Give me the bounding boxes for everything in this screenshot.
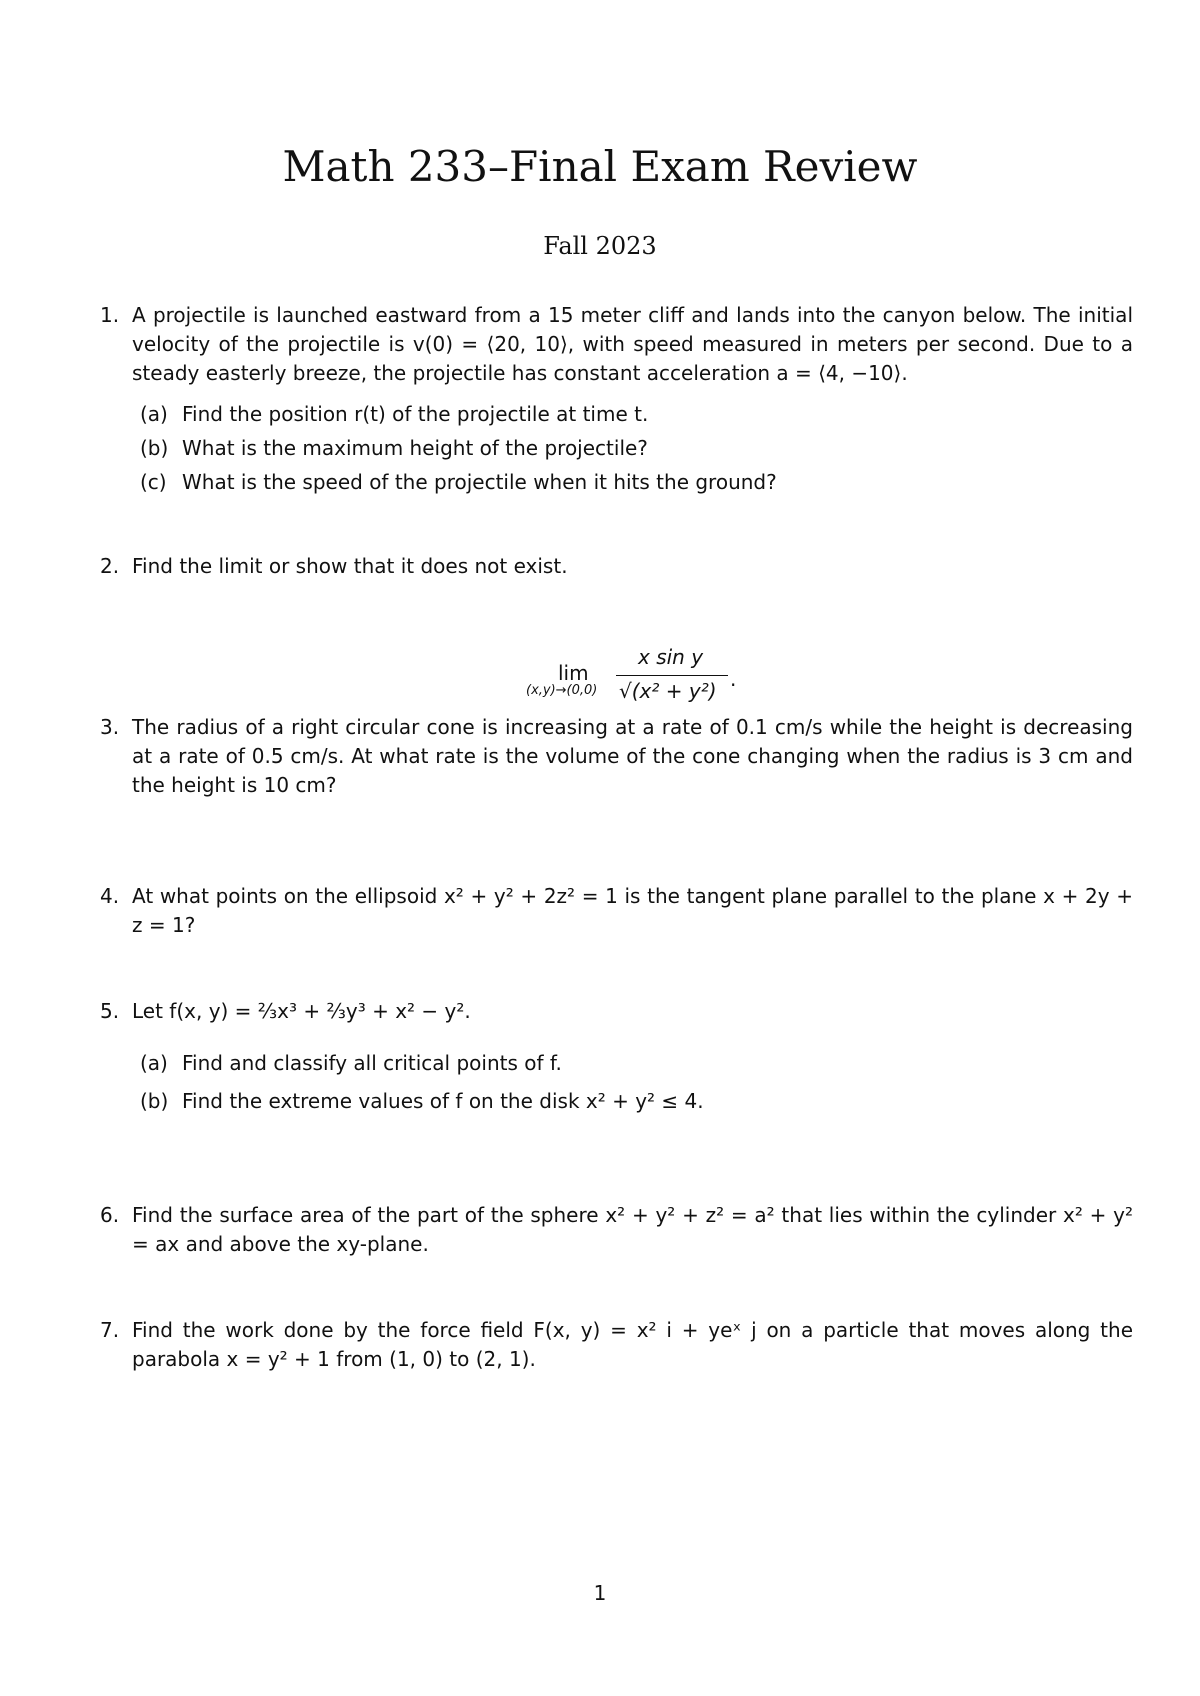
problem-number: 3. — [100, 715, 120, 739]
part-label: (c) — [140, 470, 167, 494]
problem-text: Find the surface area of the part of the sphere x² + y² + z² = a² that lies within the cylinder x² + y² = ax and above the xy-plane. — [132, 1203, 1133, 1256]
problem-number: 7. — [100, 1318, 120, 1342]
problem-text: The radius of a right circular cone is increasing at a rate of 0.1 cm/s while the height is decreasing at a rate of 0.5 cm/s. At what rate is the volume of the cone changing when the radius is 3 cm and the height is 10 cm? — [132, 715, 1133, 797]
part-text: Find the position r(t) of the projectile at time t. — [182, 402, 649, 426]
problem-4 — [100, 882, 1133, 940]
part-item — [140, 1084, 704, 1122]
term-label: Fall 2023 — [543, 232, 657, 260]
part-label: (a) — [140, 1051, 168, 1075]
limit-operator: lim — [558, 661, 589, 685]
part-item — [140, 465, 777, 499]
problem-number: 6. — [100, 1203, 120, 1227]
part-item — [140, 397, 777, 431]
limit-numerator: x sin y — [638, 645, 704, 669]
page-title: Math 233–Final Exam Review — [282, 142, 918, 191]
part-item — [140, 1046, 704, 1084]
problem-number: 4. — [100, 884, 120, 908]
problem-6 — [100, 1201, 1133, 1259]
part-label: (a) — [140, 402, 168, 426]
problem-1 — [100, 301, 1133, 388]
limit-denominator: √(x² + y²) — [619, 679, 717, 703]
problem-3 — [100, 713, 1133, 800]
limit-period: . — [730, 667, 737, 691]
problem-5-parts — [140, 1046, 704, 1122]
problem-5 — [100, 997, 1133, 1026]
problem-text: At what points on the ellipsoid x² + y² + 2z² = 1 is the tangent plane parallel to the plane x + 2y + z = 1? — [132, 884, 1133, 937]
part-text: Find and classify all critical points of f. — [182, 1051, 562, 1075]
part-label: (b) — [140, 1089, 169, 1113]
part-text: Find the extreme values of f on the disk x² + y² ≤ 4. — [182, 1089, 704, 1113]
problem-7 — [100, 1316, 1133, 1374]
problem-2 — [100, 552, 1133, 581]
problem-number: 2. — [100, 554, 120, 578]
problem-number: 1. — [100, 303, 120, 327]
fraction-bar — [616, 675, 728, 676]
page-number: 1 — [593, 1581, 607, 1605]
problem-text: Let f(x, y) = ⅔x³ + ⅔y³ + x² − y². — [132, 999, 471, 1023]
limit-subscript: (x,y)→(0,0) — [526, 683, 598, 698]
limit-expression — [526, 645, 737, 715]
part-text: What is the maximum height of the projectile? — [182, 436, 648, 460]
part-item — [140, 431, 777, 465]
part-text: What is the speed of the projectile when it hits the ground? — [182, 470, 777, 494]
part-label: (b) — [140, 436, 169, 460]
problem-text: Find the limit or show that it does not exist. — [132, 554, 568, 578]
problem-text: Find the work done by the force field F(x, y) = x² i + yeˣ j on a particle that moves along the parabola x = y² + 1 from (1, 0) to (2, 1). — [132, 1318, 1133, 1371]
problem-number: 5. — [100, 999, 120, 1023]
problem-1-parts — [140, 397, 777, 499]
problem-text: A projectile is launched eastward from a 15 meter cliff and lands into the canyon below. The initial velocity of the projectile is v(0) = ⟨20, 10⟩, with speed measured in meters per second. Due to a steady easterly breeze, the projectile has constant acceleration a = ⟨4, −10⟩. — [132, 303, 1133, 385]
